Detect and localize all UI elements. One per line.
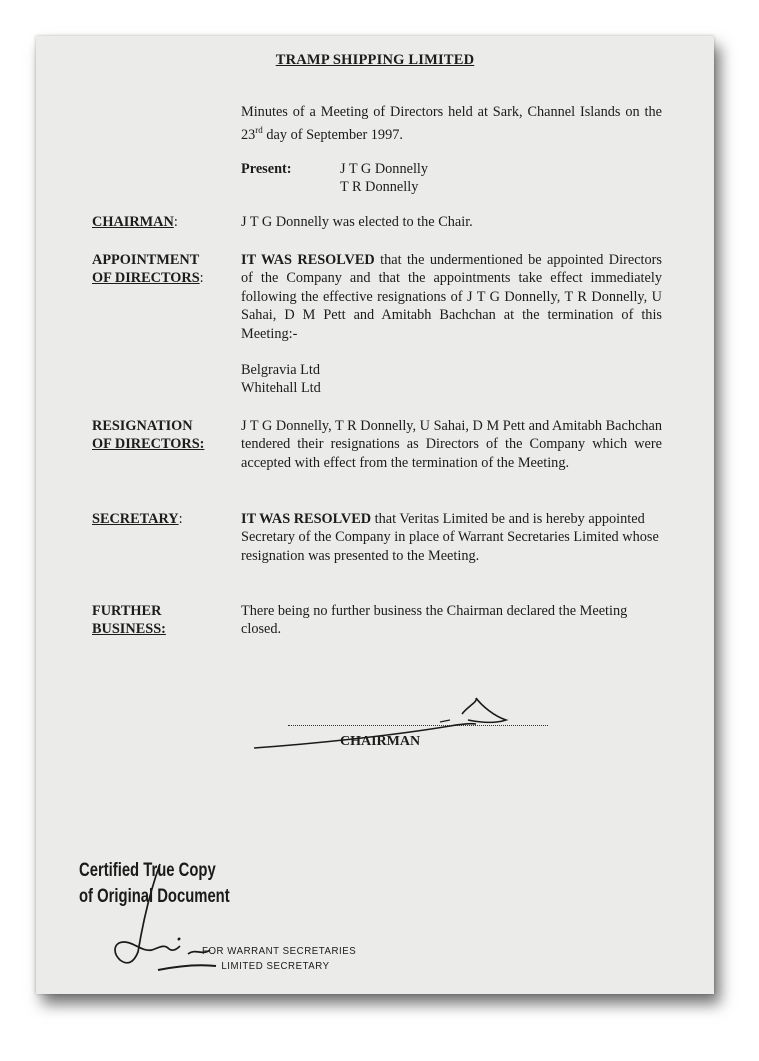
resolved-phrase: IT WAS RESOLVED	[241, 511, 372, 527]
intro-superscript: rd	[255, 125, 263, 136]
secretary-text: IT WAS RESOLVED that Veritas Limited be and is hereby appointed Secretary of the Company in place of Warrant Secretaries Limited whose resignation was presented to the Meeting.	[241, 511, 659, 564]
document-page	[36, 36, 714, 994]
intro-text: Minutes of a Meeting of Directors held at Sark, Channel Islands on the 23	[241, 104, 662, 144]
chairman-text: J T G Donnelly was elected to the Chair.	[241, 214, 473, 230]
present-name: T R Donnelly	[340, 179, 419, 196]
further-business-label: FURTHER BUSINESS:	[92, 603, 166, 638]
appointee-list	[241, 361, 662, 398]
further-business-text: There being no further business the Chairman declared the Meeting closed.	[241, 603, 628, 638]
secretary-label: SECRETARY:	[92, 511, 183, 527]
present-names	[340, 160, 428, 197]
present-name: J T G Donnelly	[340, 161, 429, 177]
certifier-line: LIMITED SECRETARY	[221, 960, 330, 972]
resolved-phrase: IT WAS RESOLVED	[241, 252, 375, 268]
certifier-line: FOR WARRANT SECRETARIES	[202, 945, 357, 957]
stamp-line: Certified True Copy	[79, 860, 216, 881]
stamp-line: of Original Document	[79, 886, 230, 907]
appointee: Belgravia Ltd	[241, 362, 321, 378]
intro-text-end: day of September 1997.	[262, 127, 403, 144]
appointment-text: IT WAS RESOLVED that the undermentioned be appointed Directors of the Company and that the appointments take effect immediately following the effective resignations of J T G Donnelly, T R Donnelly, U Sahai, D M Pett and Amitabh Bachchan at the termination of this Meeting:-	[241, 252, 662, 342]
chairman-caption: CHAIRMAN	[340, 734, 421, 749]
resignation-text: J T G Donnelly, T R Donnelly, U Sahai, D M Pett and Amitabh Bachchan tendered their resignations as Directors of the Company which were accepted with effect from the termination of the Meeting.	[241, 418, 662, 471]
appointee: Whitehall Ltd	[241, 380, 321, 397]
chairman-label: CHAIRMAN:	[92, 214, 178, 230]
resignation-label: RESIGNATION OF DIRECTORS:	[92, 418, 205, 453]
meeting-intro	[241, 103, 662, 145]
appointment-label: APPOINTMENT OF DIRECTORS:	[92, 252, 204, 287]
company-title: TRAMP SHIPPING LIMITED	[275, 52, 475, 68]
certifier-caption	[202, 944, 356, 974]
present-label: Present:	[241, 161, 292, 177]
